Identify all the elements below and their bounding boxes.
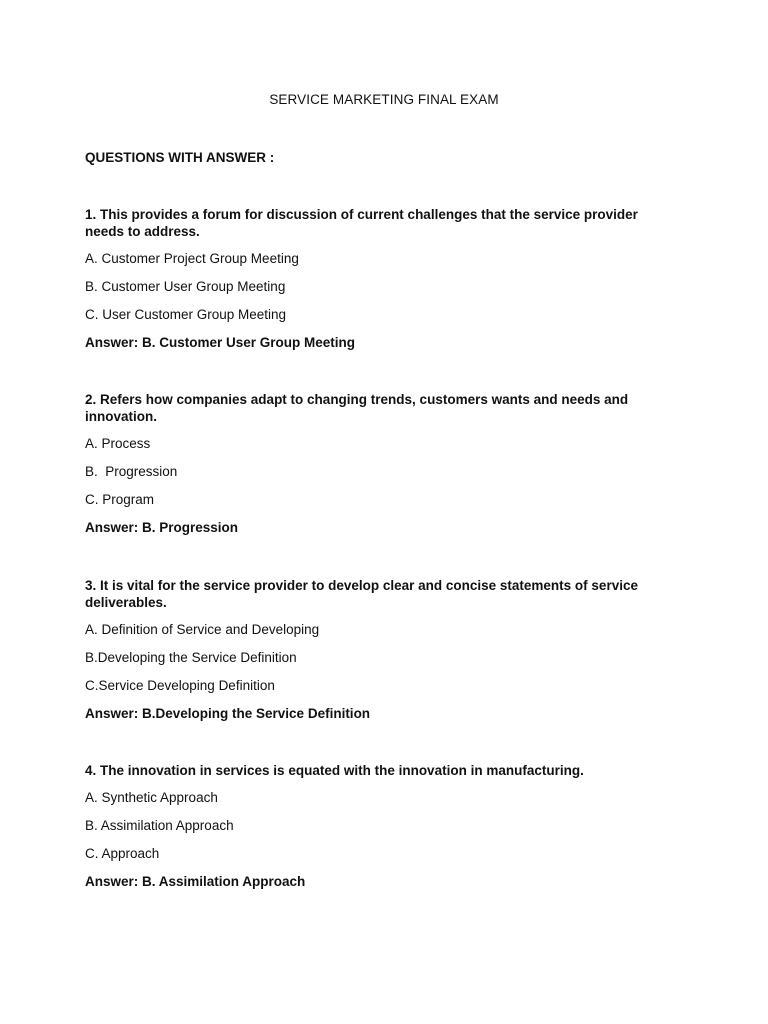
question-3 xyxy=(85,577,675,722)
option-a: A. Definition of Service and Developing xyxy=(85,622,320,637)
answer-text: Answer: B. Assimilation Approach xyxy=(85,874,306,889)
option-b: B. Assimilation Approach xyxy=(85,818,234,833)
question-text: 4. The innovation in services is equated with the innovation in manufacturing. xyxy=(85,763,584,778)
question-text: 1. This provides a forum for discussion of current challenges that the service provider needs to address. xyxy=(85,207,638,239)
question-text: 3. It is vital for the service provider to develop clear and concise statements of service deliverables. xyxy=(85,578,638,610)
question-text: 2. Refers how companies adapt to changing trends, customers wants and needs and innovation. xyxy=(85,392,629,424)
question-1 xyxy=(85,206,675,351)
option-b: B. Progression xyxy=(85,464,178,479)
answer-text: Answer: B. Customer User Group Meeting xyxy=(85,335,356,350)
option-c: C.Service Developing Definition xyxy=(85,678,275,693)
question-2 xyxy=(85,391,675,536)
option-c: C. Approach xyxy=(85,846,160,861)
document-subtitle: QUESTIONS WITH ANSWER : xyxy=(85,150,275,165)
document-title: SERVICE MARKETING FINAL EXAM xyxy=(269,92,499,107)
option-b: B.Developing the Service Definition xyxy=(85,650,297,665)
option-c: C. User Customer Group Meeting xyxy=(85,307,287,322)
option-a: A. Process xyxy=(85,436,151,451)
option-b: B. Customer User Group Meeting xyxy=(85,279,286,294)
question-4 xyxy=(85,762,675,890)
answer-text: Answer: B. Progression xyxy=(85,520,239,535)
option-a: A. Synthetic Approach xyxy=(85,790,218,805)
option-c: C. Program xyxy=(85,492,155,507)
option-a: A. Customer Project Group Meeting xyxy=(85,251,299,266)
answer-text: Answer: B.Developing the Service Definition xyxy=(85,706,371,721)
